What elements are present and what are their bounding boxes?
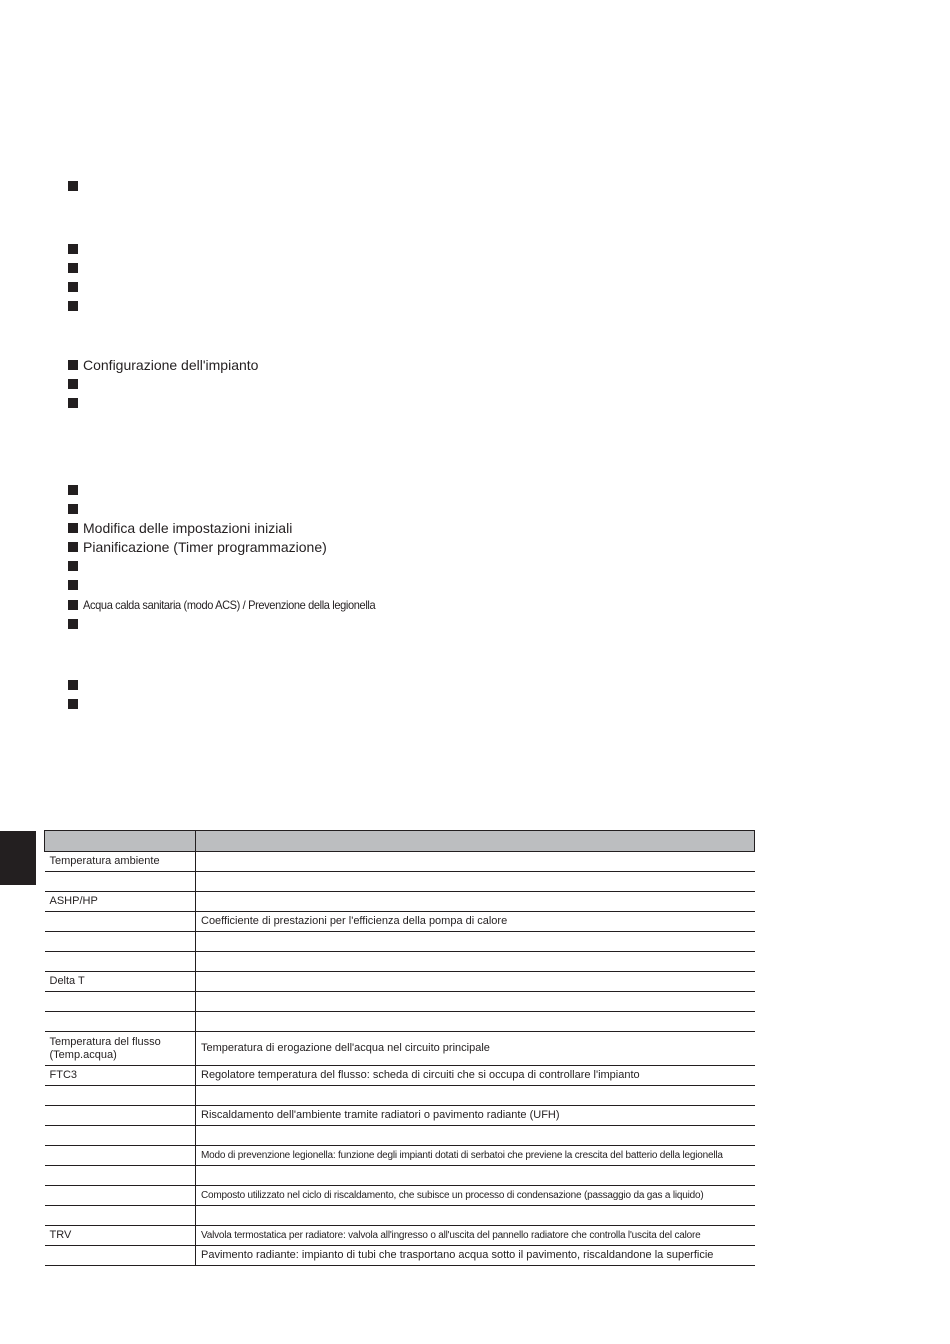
description-cell: Riscaldamento dell'ambiente tramite radiatori o pavimento radiante (UFH) xyxy=(196,1106,755,1126)
term-cell: ASHP/HP xyxy=(45,892,196,912)
description-cell xyxy=(196,992,755,1012)
toc-item[interactable] xyxy=(68,599,401,611)
bullet-icon xyxy=(68,561,78,571)
toc-item[interactable] xyxy=(68,560,83,572)
description-cell: Regolatore temperatura del flusso: scheda di circuiti che si occupa di controllare l'impianto xyxy=(196,1066,755,1086)
table-row xyxy=(45,872,755,892)
table-row xyxy=(45,1126,755,1146)
term-cell xyxy=(45,1012,196,1032)
bullet-icon xyxy=(68,244,78,254)
toc-item[interactable] xyxy=(68,300,83,312)
description-cell xyxy=(196,1086,755,1106)
toc-item[interactable] xyxy=(68,397,83,409)
toc-item[interactable] xyxy=(68,359,258,371)
description-cell xyxy=(196,952,755,972)
description-cell: Coefficiente di prestazioni per l'efficienza della pompa di calore xyxy=(196,912,755,932)
term-cell xyxy=(45,1126,196,1146)
toc-item-label: Acqua calda sanitaria (modo ACS) / Prevenzione della legionella xyxy=(83,598,376,612)
description-cell: Pavimento radiante: impianto di tubi che trasportano acqua sotto il pavimento, riscaldandone la superficie xyxy=(196,1246,755,1266)
term-cell xyxy=(45,1246,196,1266)
description-cell xyxy=(196,892,755,912)
description-column-header xyxy=(196,831,755,852)
description-cell xyxy=(196,1206,755,1226)
table-row xyxy=(45,1166,755,1186)
term-cell xyxy=(45,872,196,892)
table-row xyxy=(45,1226,755,1246)
bullet-icon xyxy=(68,398,78,408)
term-cell xyxy=(45,932,196,952)
toc-item[interactable] xyxy=(68,579,83,591)
bullet-icon xyxy=(68,181,78,191)
description-cell xyxy=(196,932,755,952)
term-cell xyxy=(45,952,196,972)
bullet-icon xyxy=(68,523,78,533)
term-cell xyxy=(45,1086,196,1106)
table-row xyxy=(45,1066,755,1086)
bullet-icon xyxy=(68,282,78,292)
term-cell: Temperatura del flusso (Temp.acqua) xyxy=(45,1032,196,1066)
term-cell xyxy=(45,1146,196,1166)
bullet-icon xyxy=(68,680,78,690)
term-cell xyxy=(45,912,196,932)
table-row xyxy=(45,1186,755,1206)
description-cell xyxy=(196,972,755,992)
toc-item[interactable] xyxy=(68,243,83,255)
term-cell xyxy=(45,1186,196,1206)
table-row xyxy=(45,852,755,872)
bullet-icon xyxy=(68,379,78,389)
toc-item[interactable] xyxy=(68,522,292,534)
table-header-row xyxy=(45,831,755,852)
toc-item[interactable] xyxy=(68,378,83,390)
term-cell: TRV xyxy=(45,1226,196,1246)
bullet-icon xyxy=(68,619,78,629)
description-cell xyxy=(196,872,755,892)
toc-item[interactable] xyxy=(68,484,83,496)
toc-item[interactable] xyxy=(68,679,83,691)
term-cell xyxy=(45,1166,196,1186)
glossary-table xyxy=(44,830,755,1266)
term-cell: Delta T xyxy=(45,972,196,992)
bullet-icon xyxy=(68,301,78,311)
bullet-icon xyxy=(68,542,78,552)
bullet-icon xyxy=(68,504,78,514)
description-cell: Valvola termostatica per radiatore: valvola all'ingresso o all'uscita del pannello radiatore che controlla l'uscita del calore xyxy=(196,1226,755,1246)
description-cell: Modo di prevenzione legionella: funzione degli impianti dotati di serbatoi che previene la crescita del batterio della legionella xyxy=(196,1146,755,1166)
table-row xyxy=(45,952,755,972)
toc-item[interactable] xyxy=(68,262,83,274)
bullet-icon xyxy=(68,699,78,709)
table-row xyxy=(45,1032,755,1066)
term-cell: FTC3 xyxy=(45,1066,196,1086)
bullet-icon xyxy=(68,580,78,590)
toc-item[interactable] xyxy=(68,503,83,515)
term-cell: Temperatura ambiente xyxy=(45,852,196,872)
bullet-icon xyxy=(68,600,78,610)
bullet-icon xyxy=(68,360,78,370)
table-row xyxy=(45,1206,755,1226)
description-cell xyxy=(196,1126,755,1146)
term-cell xyxy=(45,992,196,1012)
toc-item[interactable] xyxy=(68,180,83,192)
description-cell xyxy=(196,1012,755,1032)
section-tab xyxy=(0,831,36,885)
table-row xyxy=(45,972,755,992)
table-row xyxy=(45,912,755,932)
description-cell xyxy=(196,1166,755,1186)
toc-item-label: Configurazione dell'impianto xyxy=(83,357,259,373)
term-cell xyxy=(45,1206,196,1226)
table-row xyxy=(45,1086,755,1106)
toc-item-label: Modifica delle impostazioni iniziali xyxy=(83,520,293,536)
table-row xyxy=(45,1106,755,1126)
toc-item[interactable] xyxy=(68,618,83,630)
bullet-icon xyxy=(68,263,78,273)
description-cell: Composto utilizzato nel ciclo di riscaldamento, che subisce un processo di condensazione (passaggio da gas a liquido) xyxy=(196,1186,755,1206)
toc-item[interactable] xyxy=(68,281,83,293)
toc-item[interactable] xyxy=(68,541,327,553)
table-row xyxy=(45,932,755,952)
term-cell xyxy=(45,1106,196,1126)
toc-item-label: Pianificazione (Timer programmazione) xyxy=(83,539,327,555)
bullet-icon xyxy=(68,485,78,495)
table-row xyxy=(45,992,755,1012)
description-cell: Temperatura di erogazione dell'acqua nel circuito principale xyxy=(196,1032,755,1066)
table-row xyxy=(45,1146,755,1166)
table-row xyxy=(45,1012,755,1032)
toc-item[interactable] xyxy=(68,698,83,710)
table-row xyxy=(45,1246,755,1266)
table-row xyxy=(45,892,755,912)
term-column-header xyxy=(45,831,196,852)
description-cell xyxy=(196,852,755,872)
